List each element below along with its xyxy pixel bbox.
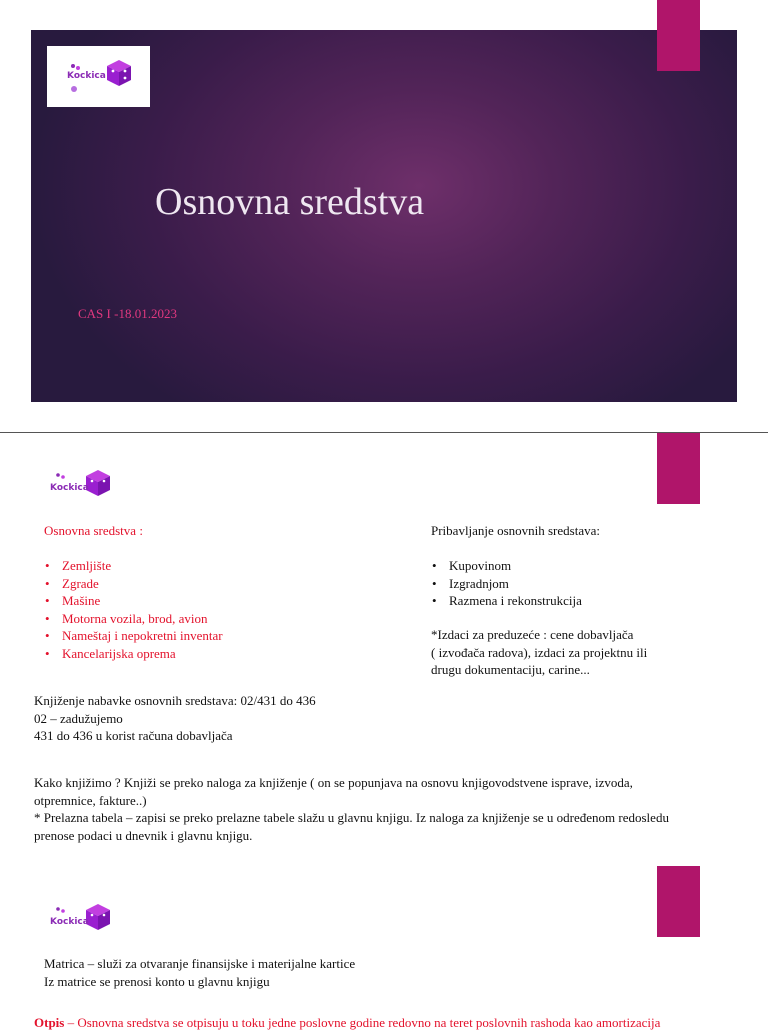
list-item: • Izgradnjom: [431, 575, 582, 593]
acquisition-list: [431, 557, 582, 610]
title-slide: [31, 30, 737, 402]
booking-line: Knjiženje nabavke osnovnih sredstava: 02/431 do 436: [34, 693, 316, 708]
how-line: prenose podaci u dnevnik i glavnu knjigu.: [34, 827, 253, 843]
accent-bar-1: [657, 0, 700, 71]
how-line: otpremnice, fakture..): [34, 792, 147, 808]
list-item: • Mašine: [44, 592, 223, 610]
note-line: ( izvođača radova), izdaci za projektnu ili: [431, 644, 648, 660]
kockica-logo-3: [48, 902, 114, 934]
how-line: * Prelazna tabela – zapisi se preko prelazne tabele slažu u glavnu knjigu. Iz naloga za knjiženje se u određenom redosledu: [34, 810, 669, 825]
list-item: • Zgrade: [44, 575, 223, 593]
note-line: *Izdaci za preduzeće : cene dobavljača: [431, 627, 634, 642]
write-off-line: [34, 1014, 764, 1032]
list-item: • Razmena i rekonstrukcija: [431, 592, 582, 610]
list-item: • Zemljište: [44, 557, 223, 575]
matrix-block: [44, 955, 355, 990]
logo-word: Kockica: [50, 483, 89, 493]
kockica-logo-2: [48, 468, 114, 500]
fixed-assets-heading: Osnovna sredstva :: [44, 523, 143, 538]
how-line: Kako knjižimo ? Knjiži se preko naloga za knjiženje ( on se popunjava na osnovu knjigovodstvene isprave, izvoda,: [34, 775, 633, 790]
how-to-book-block: [34, 774, 754, 844]
list-item: • Kancelarijska oprema: [44, 645, 223, 663]
slide-divider: [0, 432, 768, 433]
logo-word: Kockica: [50, 917, 89, 927]
acquisition-heading: Pribavljanje osnovnih sredstava:: [431, 523, 600, 538]
fixed-assets-list: [44, 557, 223, 662]
matrix-line: Matrica – služi za otvaranje finansijske i materijalne kartice: [44, 956, 356, 971]
write-off-text: – Osnovna sredstva se otpisuju u toku jedne poslovne godine redovno na teret poslovnih rashoda kao amortizacija: [64, 1015, 661, 1030]
kockica-logo: [61, 56, 135, 98]
accent-bar-2: [657, 433, 700, 504]
note-line: drugu dokumentaciju, carine...: [431, 662, 590, 677]
booking-line: 431 do 436 u korist računa dobavljača: [34, 728, 233, 743]
list-item: • Motorna vozila, brod, avion: [44, 610, 223, 628]
write-off-label: Otpis: [34, 1015, 65, 1030]
booking-block: [34, 692, 316, 745]
list-item: • Kupovinom: [431, 557, 582, 575]
matrix-line: Iz matrice se prenosi konto u glavnu knjigu: [44, 973, 270, 989]
logo-box: [47, 46, 150, 107]
slide-title: Osnovna sredstva: [155, 181, 425, 223]
list-item: • Nameštaj i nepokretni inventar: [44, 627, 223, 645]
expenses-note: [431, 626, 647, 679]
logo-word: Kockica: [67, 71, 106, 81]
accent-bar-3: [657, 866, 700, 937]
slide-subtitle: CAS I -18.01.2023: [78, 306, 177, 321]
booking-line: 02 – zadužujemo: [34, 710, 123, 726]
